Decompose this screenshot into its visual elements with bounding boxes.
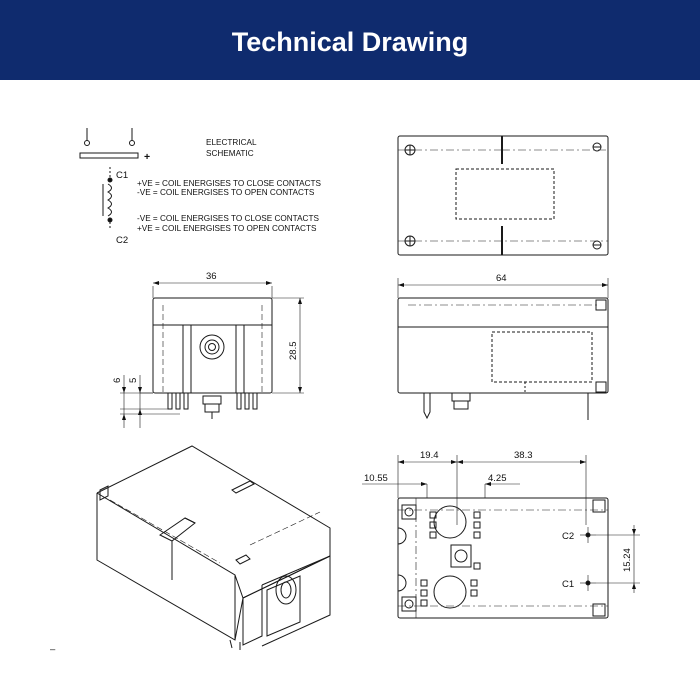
schematic-plus-sign: +	[144, 151, 151, 163]
dim-19-4-label: 19.4	[420, 450, 439, 461]
bottom-view	[362, 450, 640, 618]
bottom-c2-label: C2	[562, 531, 575, 542]
dim-5-label: 5	[128, 377, 139, 383]
schematic-title-line2: SCHEMATIC	[206, 149, 254, 158]
dim-38-3-label: 38.3	[514, 450, 533, 461]
front-view	[112, 271, 304, 428]
dim-4-25-label: 4.25	[488, 473, 507, 484]
schematic-c1-label: C1	[116, 170, 129, 181]
dim-15-24-label: 15.24	[622, 548, 633, 572]
isometric-view	[97, 446, 330, 650]
schematic-c2-label: C2	[116, 235, 129, 246]
footer-mark: –	[50, 644, 56, 655]
schematic-title-line1: ELECTRICAL	[206, 138, 257, 147]
side-view	[398, 273, 608, 420]
schematic-note1-line1: +VE = COIL ENERGISES TO CLOSE CONTACTS	[137, 179, 321, 188]
dim-10-55-label: 10.55	[364, 473, 388, 484]
schematic-note2-line1: -VE = COIL ENERGISES TO CLOSE CONTACTS	[137, 214, 319, 223]
schematic-note1-line2: -VE = COIL ENERGISES TO OPEN CONTACTS	[137, 188, 315, 197]
dim-36-label: 36	[206, 271, 217, 282]
dim-6-label: 6	[112, 377, 123, 383]
electrical-schematic	[80, 128, 322, 246]
bottom-c1-label: C1	[562, 579, 575, 590]
schematic-note2-line2: +VE = COIL ENERGISES TO OPEN CONTACTS	[137, 224, 317, 233]
top-view	[398, 136, 608, 255]
page-title: Technical Drawing	[231, 27, 469, 57]
dim-64-label: 64	[496, 273, 507, 284]
dim-28-5-label: 28.5	[288, 341, 299, 360]
